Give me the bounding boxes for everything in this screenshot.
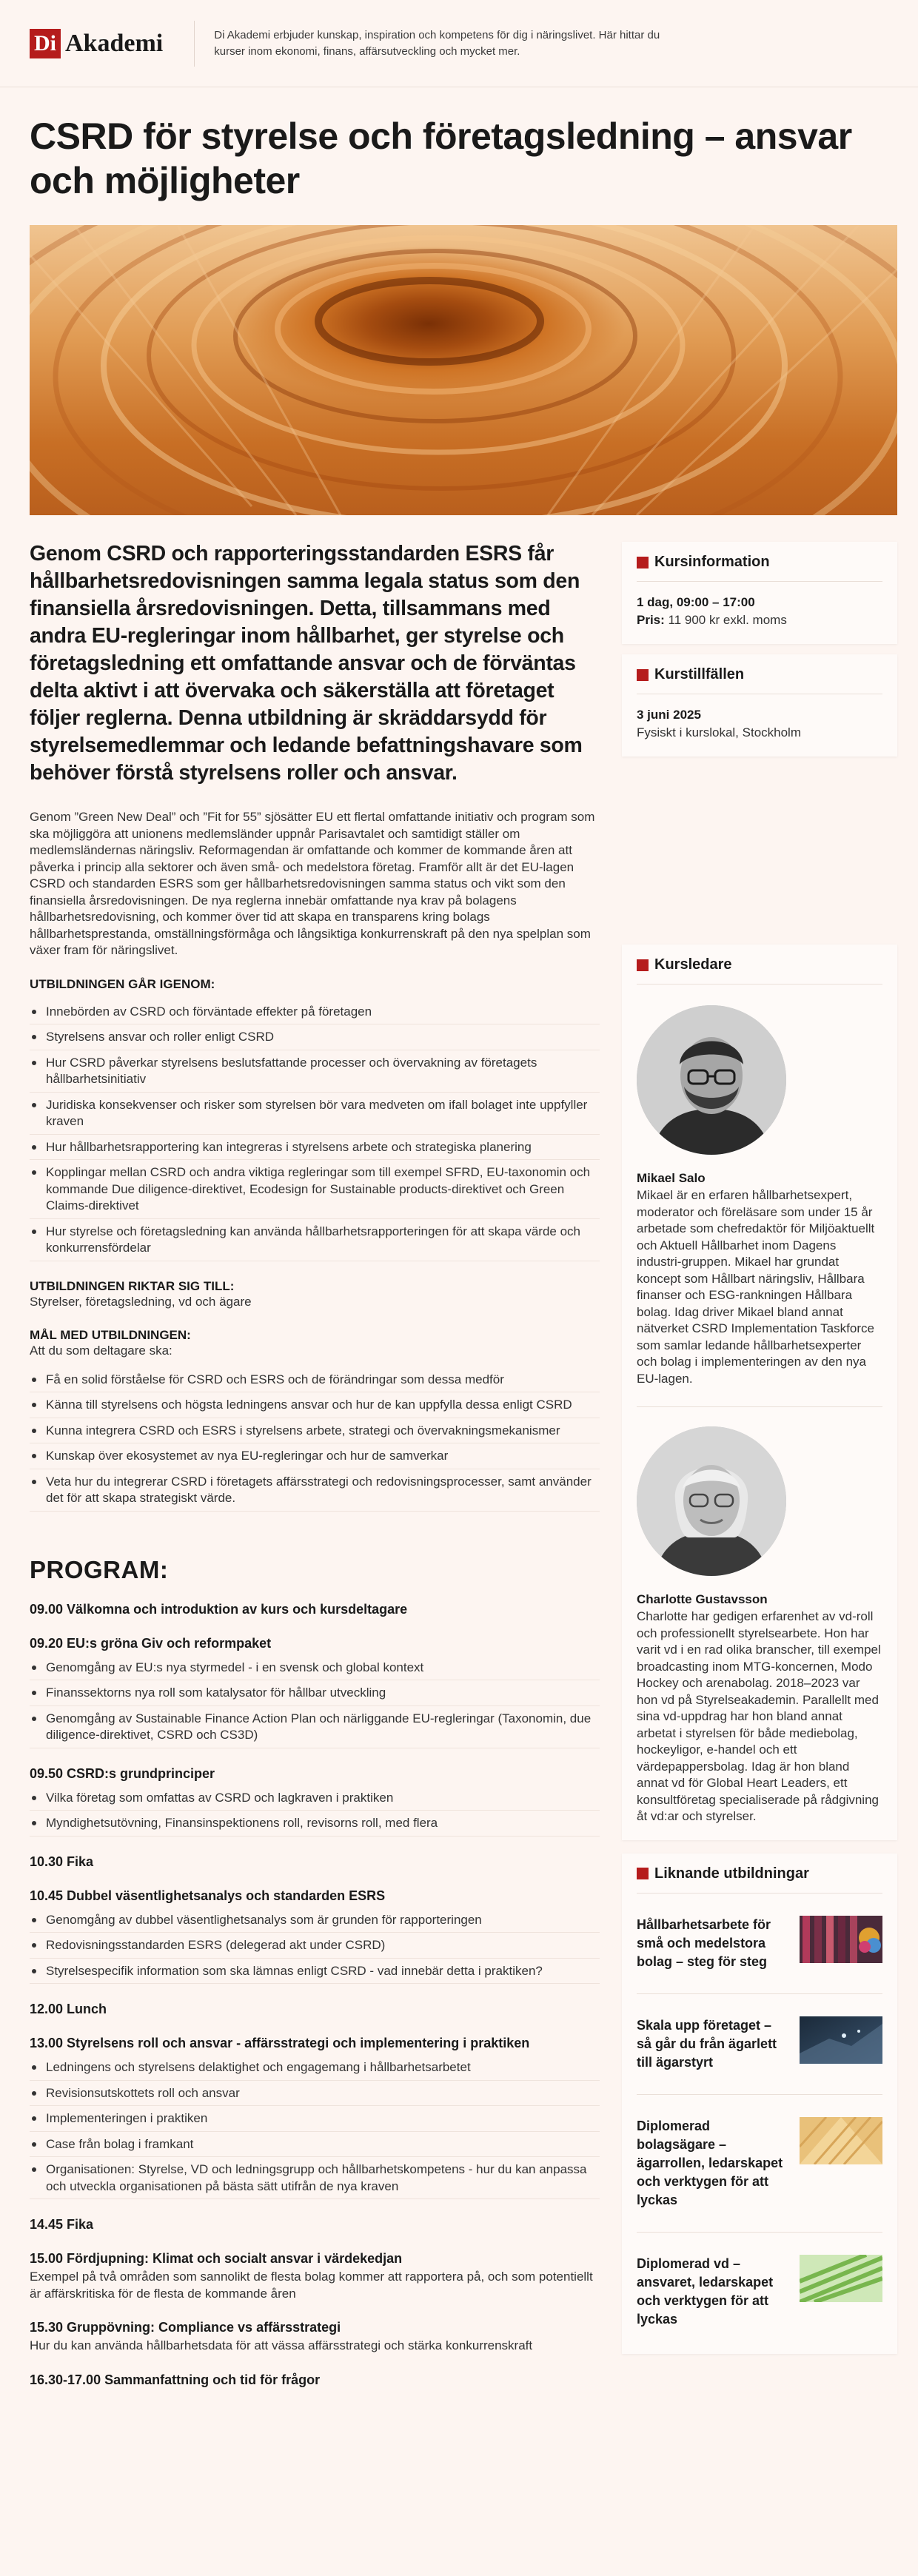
- price-value: 11 900 kr exkl. moms: [668, 613, 787, 627]
- list-item: Implementeringen i praktiken: [30, 2106, 600, 2132]
- wood-spiral-illustration: [30, 225, 897, 515]
- logo-text: Akademi: [65, 29, 164, 57]
- goals-list: [30, 1367, 600, 1512]
- list-item: Hur hållbarhetsrapportering kan integreras i styrelsens arbete och strategiska planering: [30, 1135, 600, 1161]
- list-item: Redovisningsstandarden ESRS (delegerad akt under CSRD): [30, 1933, 600, 1959]
- program-block: [30, 2250, 600, 2302]
- program-block: [30, 2034, 600, 2199]
- program-block: [30, 1600, 600, 1618]
- program-block: [30, 1765, 600, 1837]
- avatar: [637, 1005, 786, 1155]
- program-block: [30, 2000, 600, 2018]
- red-square-icon: [637, 669, 649, 681]
- red-square-icon: [637, 1868, 649, 1879]
- site-header: [0, 0, 918, 87]
- course-thumbnail-image[interactable]: [800, 1916, 882, 1963]
- program-block-heading: 10.45 Dubbel väsentlighetsanalys och standarden ESRS: [30, 1888, 386, 1903]
- program-block: [30, 2216, 600, 2233]
- leaders-title: Kursledare: [654, 956, 732, 973]
- course-thumbnail-image[interactable]: [800, 2117, 882, 2164]
- program-block-description: Hur du kan använda hållbarhetsdata för att vässa affärsstrategi och stärka konkurrenskraft: [30, 2338, 533, 2352]
- program-block-heading: 12.00 Lunch: [30, 2002, 107, 2016]
- list-item: Innebörden av CSRD och förväntade effekter på företagen: [30, 999, 600, 1025]
- program-block-list: [30, 1785, 600, 1837]
- list-item: Organisationen: Styrelse, VD och ledningsgrupp och hållbarhetskompetens - hur du kan anpassa och utveckla organisationen på bästa sätt utifrån de nya kraven: [30, 2157, 600, 2199]
- card-title: [637, 666, 882, 683]
- occasions-title: Kurstillfällen: [654, 666, 745, 682]
- list-item: Revisionsutskottets roll och ansvar: [30, 2081, 600, 2107]
- similar-course-title[interactable]: Diplomerad bolagsägare – ägarrollen, ledarskapet och verktygen för att lyckas: [637, 2118, 783, 2207]
- list-item: Case från bolag i framkant: [30, 2132, 600, 2158]
- program-block-list: [30, 1655, 600, 1748]
- divider: [637, 1893, 882, 1894]
- content-area: [0, 536, 918, 2389]
- person-portrait-icon: [637, 1005, 786, 1155]
- course-price-line: [637, 611, 882, 629]
- list-item: Genomgång av Sustainable Finance Action Plan och närliggande EU-regleringar (Taxonomin, due diligence-direktivet, CSRD och CS3D): [30, 1706, 600, 1748]
- leaders-card: [622, 945, 897, 1840]
- occasion-location: Fysiskt i kurslokal, Stockholm: [637, 725, 801, 739]
- leader-profile: [637, 1426, 882, 1825]
- course-thumbnail-image[interactable]: [800, 2016, 882, 2064]
- similar-title: Liknande utbildningar: [654, 1865, 809, 1882]
- similar-course-link[interactable]: [637, 2232, 882, 2339]
- card-title: [637, 554, 882, 571]
- program-block-heading: 16.30-17.00 Sammanfattning och tid för frågor: [30, 2372, 321, 2387]
- program-block-list: [30, 1908, 600, 1985]
- leader-name: Mikael Salo: [637, 1171, 706, 1185]
- list-item: Vilka företag som omfattas av CSRD och lagkraven i praktiken: [30, 1785, 600, 1811]
- red-square-icon: [637, 959, 649, 971]
- course-info-card: [622, 542, 897, 644]
- audience-text: Styrelser, företagsledning, vd och ägare: [30, 1294, 252, 1309]
- program-block: [30, 1634, 600, 1748]
- list-item: Kunna integrera CSRD och ESRS i styrelsens arbete, strategi och övervakningsmekanismer: [30, 1418, 600, 1444]
- avatar: [637, 1426, 786, 1576]
- list-item: Få en solid förståelse för CSRD och ESRS och de förändringar som dessa medför: [30, 1367, 600, 1393]
- audience-heading: UTBILDNINGEN RIKTAR SIG TILL:: [30, 1278, 235, 1293]
- similar-course-link[interactable]: [637, 2094, 882, 2220]
- list-item: Känna till styrelsens och högsta ledningens ansvar och hur de kan uppfylla dessa enligt CSRD: [30, 1392, 600, 1418]
- course-time: 1 dag, 09:00 – 17:00: [637, 595, 755, 609]
- sidebar: [622, 536, 897, 2389]
- leader-bio: Mikael är en erfaren hållbarhetsexpert, moderator och föreläsare som under 15 år arbetade som chefredaktör för Miljöaktuellt och Aktuell Hållbarhet inom Dagens industri-gruppen. Mikael har grundat koncept som Hållbart näringsliv, Hållbara finanser och ESG-rankningen Hållbara bolag. Idag driver Mikael bland annat nätverket CSRD Implementation Taskforce som samlar ledande hållbarhetsexperter och bolag i implementeringen av den nya EU-lagen.: [637, 1188, 875, 1386]
- program-block-heading: 09.00 Välkomna och introduktion av kurs och kursdeltagare: [30, 1601, 408, 1617]
- similar-course-link[interactable]: [637, 1905, 882, 1982]
- divider: [637, 581, 882, 582]
- program-title: PROGRAM:: [30, 1555, 169, 1583]
- program-block-heading: 15.00 Fördjupning: Klimat och socialt ansvar i värdekedjan: [30, 2251, 403, 2266]
- leader-name: Charlotte Gustavsson: [637, 1592, 768, 1606]
- goals-intro: Att du som deltagare ska:: [30, 1344, 172, 1358]
- leader-bio: Charlotte har gedigen erfarenhet av vd-roll och professionellt styrelsearbete. Hon har varit vd i en rad olika branscher, till exempel broadcasting inom MTG-koncernen, Modo Hockey och arenabolag. 2018–2023 var hon vd på Styrelseakademin. Parallellt med sina vd-uppdrag har hon bland annat arbetat i styrelsen för både mediebolag, hockeyligor, e-handel och ett värdepappersbolag. Idag är hon bland annat vd för Global Heart Leaders, ett konsultföretag specialiserade på rådgivning åt vd:ar och styrelser.: [637, 1609, 881, 1823]
- course-thumbnail-image[interactable]: [800, 2255, 882, 2302]
- program-block-heading: 14.45 Fika: [30, 2217, 94, 2232]
- header-tagline: Di Akademi erbjuder kunskap, inspiration och kompetens för dig i näringslivet. Här hittar du kurser inom ekonomi, finans, affärsutveckling och mycket mer.: [214, 28, 660, 58]
- list-item: Genomgång av dubbel väsentlighetsanalys som är grunden för rapporteringen: [30, 1908, 600, 1933]
- occasion-date[interactable]: 3 juni 2025: [637, 708, 701, 722]
- similar-course-link[interactable]: [637, 1993, 882, 2082]
- program-block-heading: 09.50 CSRD:s grundprinciper: [30, 1765, 215, 1781]
- divider: [637, 1406, 882, 1407]
- goals-heading: MÅL MED UTBILDNINGEN:: [30, 1328, 191, 1342]
- list-item: Myndighetsutövning, Finansinspektionens roll, revisorns roll, med flera: [30, 1811, 600, 1837]
- list-item: Ledningens och styrelsens delaktighet och engagemang i hållbarhetsarbetet: [30, 2055, 600, 2081]
- similar-courses-card: [622, 1854, 897, 2354]
- logo-mark: Di: [30, 29, 61, 58]
- list-item: Styrelsespecifik information som ska lämnas enligt CSRD - vad innebär detta i praktiken?: [30, 1959, 600, 1985]
- similar-course-title[interactable]: Hållbarhetsarbete för små och medelstora bolag – steg för steg: [637, 1916, 771, 1969]
- program-block: [30, 2371, 600, 2389]
- page-title: CSRD för styrelse och företagsledning – ansvar och möjligheter: [30, 115, 852, 201]
- list-item: Finanssektorns nya roll som katalysator för hållbar utveckling: [30, 1680, 600, 1706]
- person-portrait-icon: [637, 1426, 786, 1576]
- leader-profile: [637, 996, 882, 1387]
- program-block-list: [30, 2055, 600, 2199]
- list-item: Hur styrelse och företagsledning kan använda hållbarhetsrapporteringen för att skapa värde och konkurrensfördelar: [30, 1219, 600, 1261]
- price-label: Pris:: [637, 613, 665, 627]
- program-block: [30, 2318, 600, 2355]
- lead-paragraph: Genom CSRD och rapporteringsstandarden ESRS får hållbarhetsredovisningen samma legala status som den finansiella årsredovisningen. Detta, tillsammans med andra EU-regleringar inom hållbarhet, ger styrelse och företagsledning ett omfattande ansvar och de förväntas delta aktivt i att övervaka och säkerställa att företaget följer reglerna. Denna utbildning är skräddarsydd för styrelsemedlemmar och ledande befattningshavare som behöver förstå styrelsens roller och ansvar.: [30, 542, 583, 785]
- program-block-heading: 13.00 Styrelsens roll och ansvar - affärsstrategi och implementering i praktiken: [30, 2036, 530, 2050]
- list-item: Kunskap över ekosystemet av nya EU-regleringar och hur de samverkar: [30, 1443, 600, 1469]
- program-block: [30, 1853, 600, 1871]
- occasions-card: [622, 654, 897, 757]
- similar-course-title[interactable]: Skala upp företaget – så går du från ägarlett till ägarstyrt: [637, 2017, 777, 2070]
- divider: [637, 984, 882, 985]
- main-column: [30, 536, 600, 2389]
- program-block-heading: 15.30 Gruppövning: Compliance vs affärsstrategi: [30, 2320, 341, 2335]
- list-item: Juridiska konsekvenser och risker som styrelsen bör vara medveten om ifall bolaget inte uppfyller kraven: [30, 1093, 600, 1135]
- list-item: Veta hur du integrerar CSRD i företagets affärsstrategi och redovisningsprocesser, samt använder det för att skapa strategiskt värde.: [30, 1469, 600, 1512]
- di-akademi-logo[interactable]: [30, 29, 163, 58]
- covers-list: [30, 999, 600, 1261]
- intro-paragraph: Genom ”Green New Deal” och ”Fit for 55” sjösätter EU ett flertal omfattande initiativ och program som ska möjliggöra att unionens medlemsländer uppnår Parisavtalet och samtidigt ställer om medlemsländernas näringsliv. Reformagendan är omfattande och kommer de kommande åren att påverka i princip alla sektorer och även små- och medelstora företag. Framför allt är det EU-lagen CSRD och standarden ESRS som ger hållbarhetsredovisningen samma status och vikt som den finansiella årsredovisningen. De nya reglerna innebär omfattande nya krav på bolagens hållbarhetsredovisning, och kommer över tid att skapa en transparens kring bolags hållbarhetsprestanda, omställningsförmåga och långsiktiga konkurrenskraft på den nya spelplan som växer fram för näringslivet.: [30, 810, 595, 957]
- list-item: Styrelsens ansvar och roller enligt CSRD: [30, 1024, 600, 1050]
- program-block: [30, 1887, 600, 1985]
- list-item: Hur CSRD påverkar styrelsens beslutsfattande processer och övervakning av företagets hållbarhetsinitiativ: [30, 1050, 600, 1093]
- hero-image: [30, 225, 897, 515]
- card-title: [637, 956, 882, 973]
- program-block-heading: 10.30 Fika: [30, 1854, 94, 1869]
- course-info-title: Kursinformation: [654, 554, 770, 570]
- list-item: Genomgång av EU:s nya styrmedel - i en svensk och global kontext: [30, 1655, 600, 1681]
- similar-course-title[interactable]: Diplomerad vd – ansvaret, ledarskapet och verktygen för att lyckas: [637, 2255, 774, 2327]
- red-square-icon: [637, 557, 649, 568]
- covers-heading: UTBILDNINGEN GÅR IGENOM:: [30, 976, 215, 991]
- header-divider: [194, 21, 195, 67]
- program-block-description: Exempel på två områden som sannolikt de flesta bolag kommer att rapportera på, och som potentiellt är affärskritiska för de flesta de kommande åren: [30, 2270, 593, 2301]
- card-title: [637, 1865, 882, 1882]
- program-block-heading: 09.20 EU:s gröna Giv och reformpaket: [30, 1635, 272, 1651]
- list-item: Kopplingar mellan CSRD och andra viktiga regleringar som till exempel SFRD, EU-taxonomin och kommande Due diligence-direktivet, Ecodesign for Sustainable products-direktivet och Green Claims-direktivet: [30, 1160, 600, 1219]
